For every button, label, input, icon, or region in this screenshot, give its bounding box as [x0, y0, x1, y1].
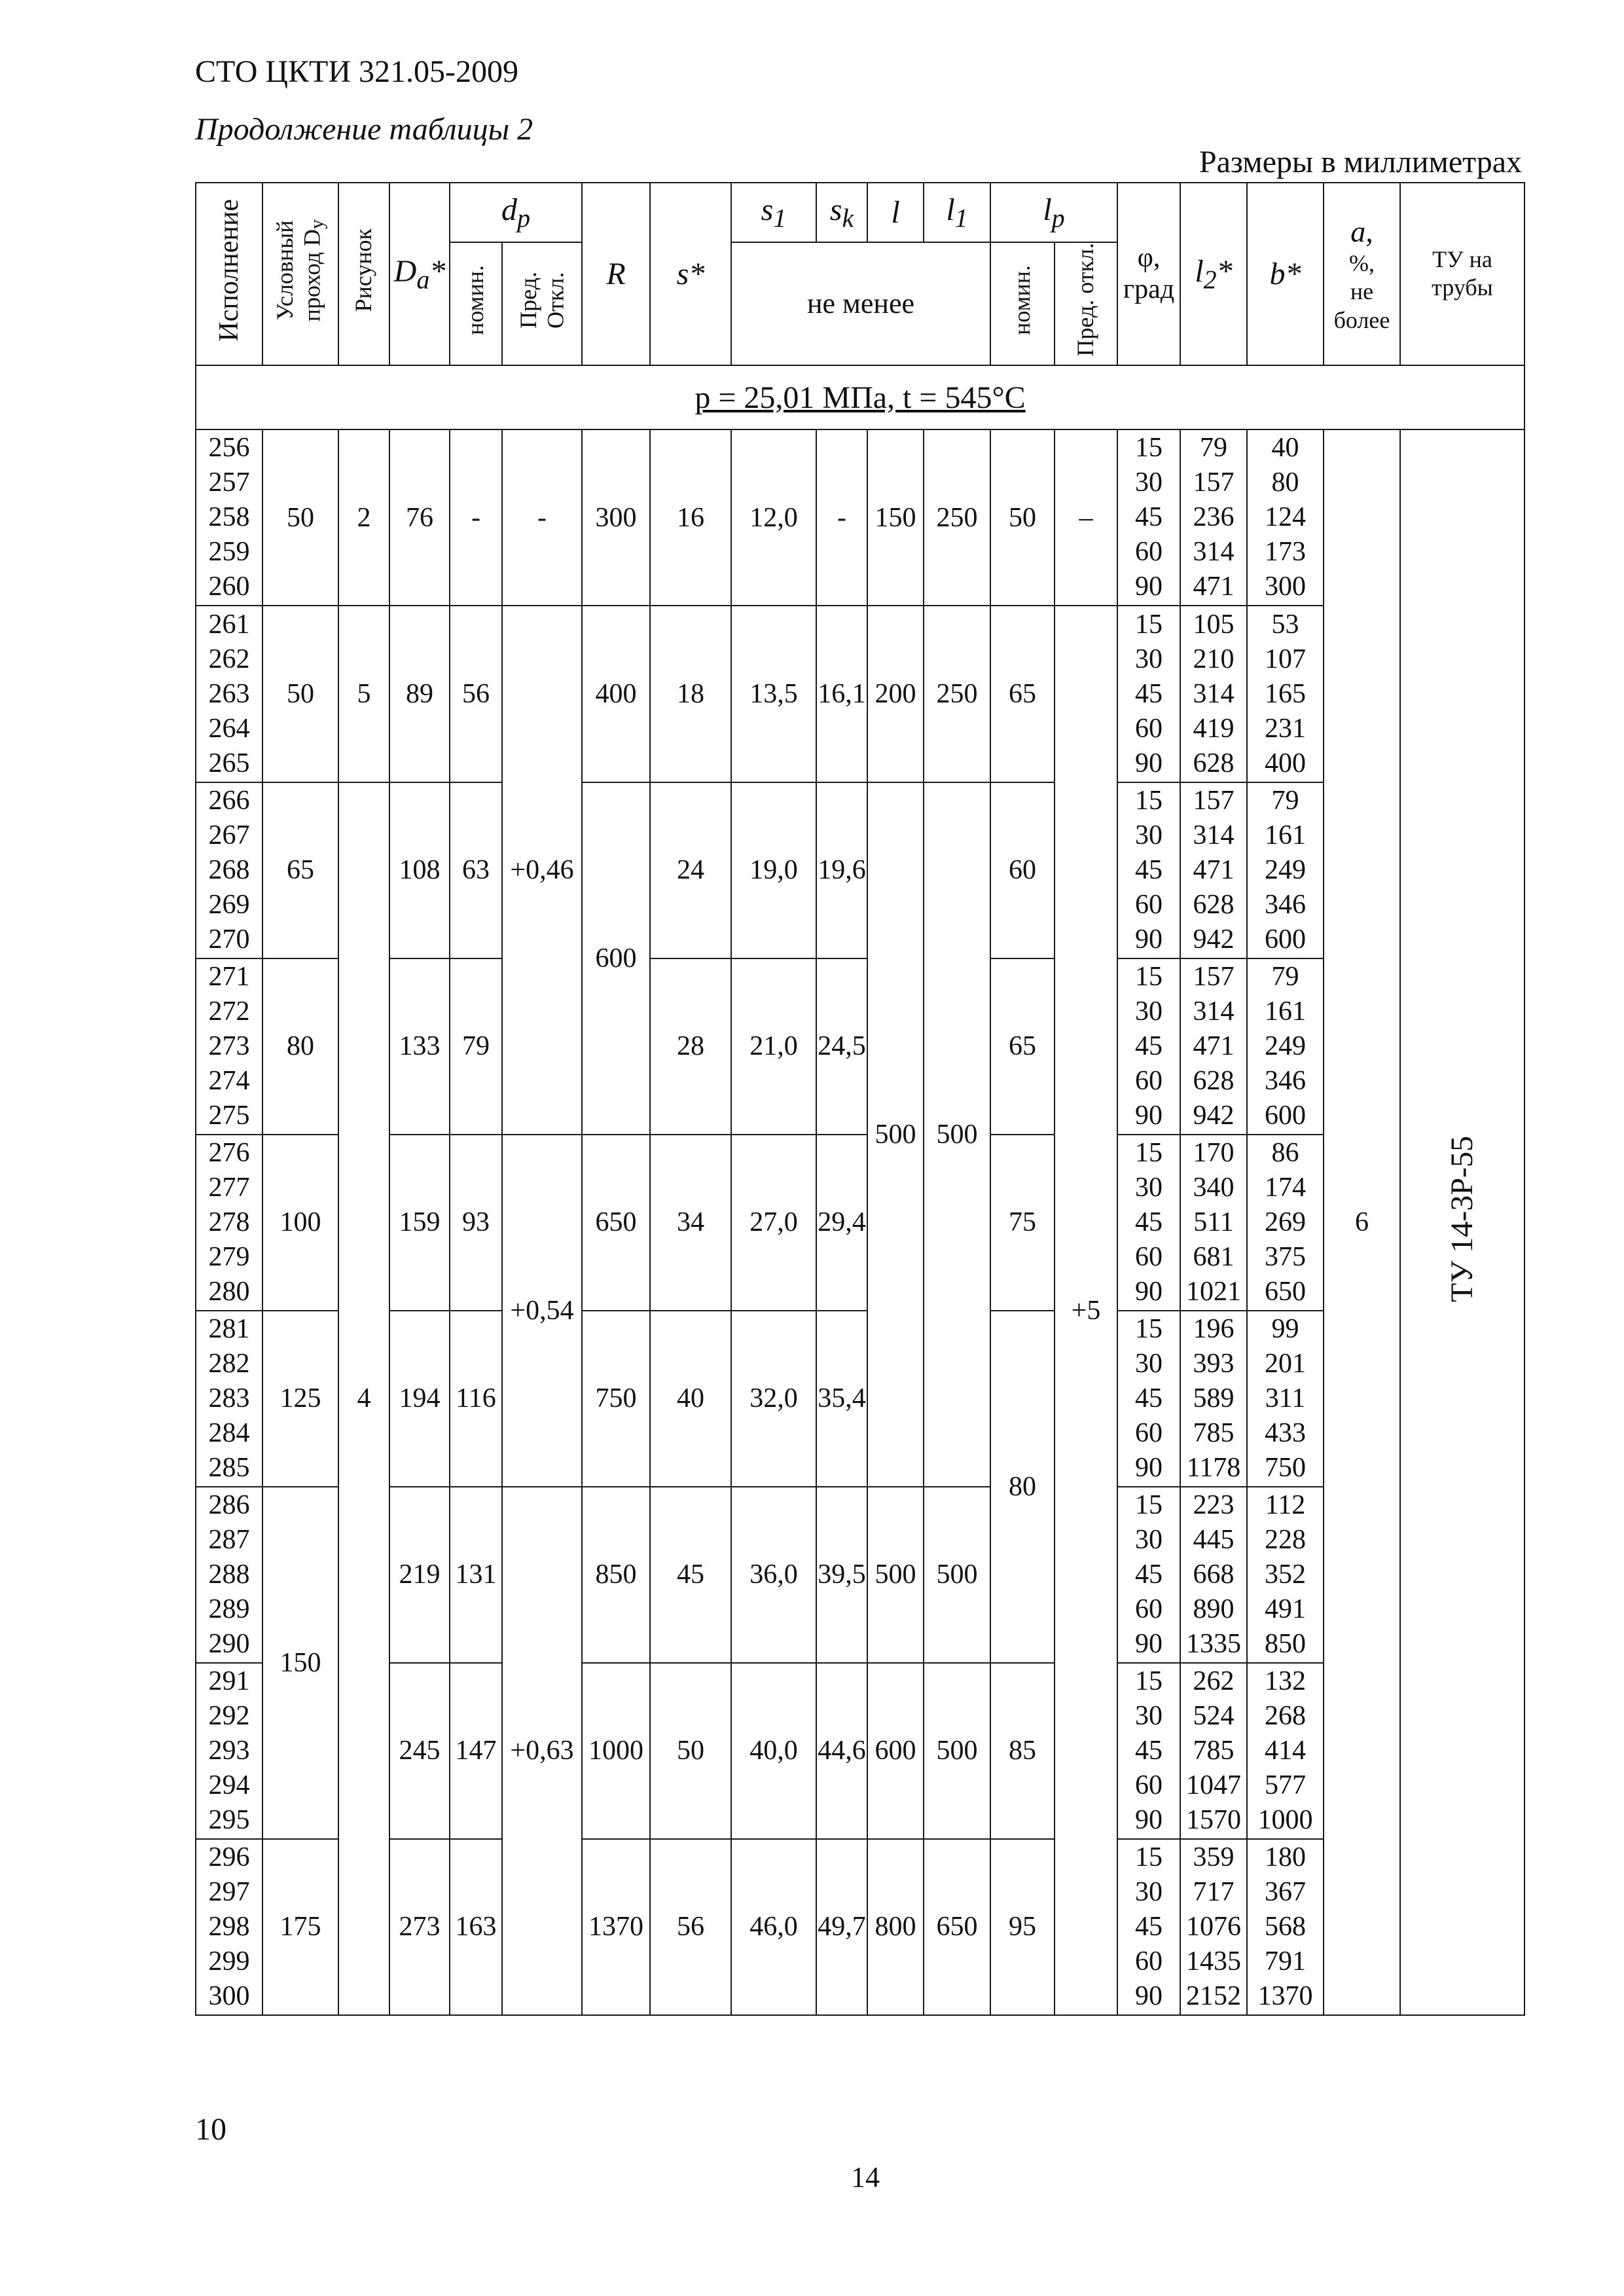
l2-cell: 157 314 471 628 942 [1180, 782, 1247, 958]
dy-cell: 100 [262, 1135, 338, 1311]
sk-cell: 19,6 [816, 782, 867, 958]
lp-nomin-cell: 95 [990, 1839, 1055, 2015]
r-merged-cell: 600 [582, 782, 650, 1135]
phi-cell: 15 30 45 60 90 [1117, 1839, 1180, 2015]
s1-cell: 40,0 [731, 1663, 816, 1839]
r-cell: 1370 [582, 1839, 650, 2015]
sk-cell: 39,5 [816, 1487, 867, 1663]
a-merged-cell: 6 [1324, 429, 1400, 2015]
l1-cell: 250 [924, 429, 990, 606]
da-cell: 89 [389, 606, 450, 782]
da-cell: 219 [389, 1487, 450, 1663]
da-cell: 194 [389, 1311, 450, 1487]
l2-cell: 170 340 511 681 1021 [1180, 1135, 1247, 1311]
da-cell: 245 [389, 1663, 450, 1839]
b-cell: 53 107 165 231 400 [1247, 606, 1324, 782]
b-cell: 86 174 269 375 650 [1247, 1135, 1324, 1311]
sk-cell: 35,4 [816, 1311, 867, 1487]
r-cell: 750 [582, 1311, 650, 1487]
s-cell: 45 [650, 1487, 731, 1663]
b-cell: 99 201 311 433 750 [1247, 1311, 1324, 1487]
lp-nomin-cell: 75 [990, 1135, 1055, 1311]
s-cell: 24 [650, 782, 731, 958]
sk-cell: 24,5 [816, 958, 867, 1135]
phi-cell: 15 30 45 60 90 [1117, 1135, 1180, 1311]
header-row-top [196, 183, 1525, 242]
dy-cell: 50 [262, 429, 338, 606]
da-cell: 133 [389, 958, 450, 1135]
risunok-cell: 5 [338, 606, 389, 782]
r-cell: 850 [582, 1487, 650, 1663]
l2-cell: 262 524 785 1047 1570 [1180, 1663, 1247, 1839]
b-cell: 112 228 352 491 850 [1247, 1487, 1324, 1663]
s1-cell: 27,0 [731, 1135, 816, 1311]
da-cell: 159 [389, 1135, 450, 1311]
phi-cell: 15 30 45 60 90 [1117, 606, 1180, 782]
dp-nomin-cell: 163 [450, 1839, 502, 2015]
l2-cell: 223 445 668 890 1335 [1180, 1487, 1247, 1663]
lp-pred-merged-cell: +5 [1055, 606, 1117, 2015]
l2-cell: 105 210 314 419 628 [1180, 606, 1247, 782]
table-row [196, 429, 1525, 606]
lp-nomin-cell: 85 [990, 1663, 1055, 1839]
lp-nomin-cell: 60 [990, 782, 1055, 958]
s1-cell: 32,0 [731, 1311, 816, 1487]
l2-cell: 79 157 236 314 471 [1180, 429, 1247, 606]
header-lp-nomin: номин. [990, 242, 1055, 365]
s-cell: 34 [650, 1135, 731, 1311]
da-cell: 273 [389, 1839, 450, 2015]
risunok-cell: 2 [338, 429, 389, 606]
header-tu: ТУ на трубы [1400, 183, 1525, 365]
b-cell: 132 268 414 577 1000 [1247, 1663, 1324, 1839]
ids-cell: 291 292 293 294 295 [196, 1663, 262, 1839]
header-b: b* [1247, 183, 1324, 365]
header-lp-pred: Пред. откл. [1055, 242, 1117, 365]
header-l: l [867, 183, 924, 242]
lp-nomin-cell: 50 [990, 429, 1055, 606]
header-s: s* [650, 183, 731, 365]
ids-cell: 271 272 273 274 275 [196, 958, 262, 1135]
b-cell: 40 80 124 173 300 [1247, 429, 1324, 606]
b-cell: 180 367 568 791 1370 [1247, 1839, 1324, 2015]
document-code: СТО ЦКТИ 321.05-2009 [195, 54, 519, 89]
dy-cell: 175 [262, 1839, 338, 2015]
ids-cell: 296 297 298 299 300 [196, 1839, 262, 2015]
dy-cell: 65 [262, 782, 338, 958]
units-note: Размеры в миллиметрах [1199, 145, 1522, 179]
dp-nomin-cell: 93 [450, 1135, 502, 1311]
tu-merged-cell: ТУ 14-3Р-55 [1400, 429, 1525, 2015]
header-nominal-diameter: Условный проход $D_y$ [262, 183, 338, 365]
s-cell: 40 [650, 1311, 731, 1487]
header-s1: $s_1$ [731, 183, 816, 242]
header-l1: $l_1$ [924, 183, 990, 242]
l-cell: 500 [867, 1487, 924, 1663]
dimensions-table [195, 182, 1525, 2016]
s-cell: 50 [650, 1663, 731, 1839]
header-l2: $l_2*$ [1180, 183, 1247, 365]
l1-merged-cell: 500 [924, 782, 990, 1487]
condition-row [196, 365, 1525, 430]
ids-cell: 286 287 288 289 290 [196, 1487, 262, 1663]
r-cell: 1000 [582, 1663, 650, 1839]
ids-cell: 281 282 283 284 285 [196, 1311, 262, 1487]
header-ispolnenie: Исполнение [196, 183, 262, 365]
phi-cell: 15 30 45 60 90 [1117, 958, 1180, 1135]
dp-nomin-cell: 147 [450, 1663, 502, 1839]
header-da: $D_a*$ [389, 183, 450, 365]
l1-cell: 500 [924, 1663, 990, 1839]
header-dp-pred: Пред. Откл. [502, 242, 582, 365]
l-cell: 800 [867, 1839, 924, 2015]
phi-cell: 15 30 45 60 90 [1117, 1487, 1180, 1663]
r-cell: 300 [582, 429, 650, 606]
l-cell: 600 [867, 1663, 924, 1839]
header-sk: $s_k$ [816, 183, 867, 242]
header-phi: φ, град [1117, 183, 1180, 365]
s-cell: 56 [650, 1839, 731, 2015]
dp-pred-merged-cell: +0,54 [502, 1135, 582, 1487]
s1-cell: 36,0 [731, 1487, 816, 1663]
header-a: a, %, не более [1324, 183, 1400, 365]
r-cell: 400 [582, 606, 650, 782]
lp-nomin-cell: 65 [990, 958, 1055, 1135]
l2-cell: 359 717 1076 1435 2152 [1180, 1839, 1247, 2015]
risunok-merged-cell: 4 [338, 782, 389, 2015]
dy-cell: 80 [262, 958, 338, 1135]
s-cell: 16 [650, 429, 731, 606]
l2-cell: 196 393 589 785 1178 [1180, 1311, 1247, 1487]
da-cell: 76 [389, 429, 450, 606]
phi-cell: 15 30 45 60 90 [1117, 429, 1180, 606]
r-cell: 650 [582, 1135, 650, 1311]
l1-cell: 500 [924, 1487, 990, 1663]
header-r: R [582, 183, 650, 365]
l1-cell: 250 [924, 606, 990, 782]
dp-nomin-cell: - [450, 429, 502, 606]
l1-cell: 650 [924, 1839, 990, 2015]
l-merged-cell: 500 [867, 782, 924, 1487]
s1-cell: 46,0 [731, 1839, 816, 2015]
header-dp: $d_p$ [450, 183, 582, 242]
table-continuation-caption: Продолжение таблицы 2 [195, 112, 533, 147]
sk-cell: 29,4 [816, 1135, 867, 1311]
l-cell: 200 [867, 606, 924, 782]
b-cell: 79 161 249 346 600 [1247, 958, 1324, 1135]
s-cell: 28 [650, 958, 731, 1135]
s1-cell: 12,0 [731, 429, 816, 606]
sk-cell: - [816, 429, 867, 606]
s1-cell: 21,0 [731, 958, 816, 1135]
header-risunok: Рисунок [338, 183, 389, 365]
sk-cell: 16,1 [816, 606, 867, 782]
ids-cell: 256 257 258 259 260 [196, 429, 262, 606]
s1-cell: 19,0 [731, 782, 816, 958]
dy-cell: 125 [262, 1311, 338, 1487]
s1-cell: 13,5 [731, 606, 816, 782]
sk-cell: 44,6 [816, 1663, 867, 1839]
dy-cell: 50 [262, 606, 338, 782]
lp-nomin-merged-cell: 80 [990, 1311, 1055, 1663]
l-cell: 150 [867, 429, 924, 606]
dp-pred-merged-cell: +0,63 [502, 1487, 582, 2015]
s-cell: 18 [650, 606, 731, 782]
da-cell: 108 [389, 782, 450, 958]
condition-label: p = 25,01 МПа, t = 545°C [196, 365, 1525, 430]
lp-nomin-cell: 65 [990, 606, 1055, 782]
page-number: 10 [195, 2112, 226, 2147]
sk-cell: 49,7 [816, 1839, 867, 2015]
dp-nomin-cell: 63 [450, 782, 502, 958]
header-ne-menee: не менее [731, 242, 990, 365]
dp-nomin-cell: 131 [450, 1487, 502, 1663]
dp-nomin-cell: 116 [450, 1311, 502, 1487]
ids-cell: 276 277 278 279 280 [196, 1135, 262, 1311]
dp-pred-cell: - [502, 429, 582, 606]
phi-cell: 15 30 45 60 90 [1117, 782, 1180, 958]
phi-cell: 15 30 45 60 90 [1117, 1311, 1180, 1487]
dy-merged-cell: 150 [262, 1487, 338, 1839]
b-cell: 79 161 249 346 600 [1247, 782, 1324, 958]
header-lp: $l_p$ [990, 183, 1117, 242]
lp-pred-cell: – [1055, 429, 1117, 606]
dp-nomin-cell: 79 [450, 958, 502, 1135]
dp-nomin-cell: 56 [450, 606, 502, 782]
phi-cell: 15 30 45 60 90 [1117, 1663, 1180, 1839]
ids-cell: 266 267 268 269 270 [196, 782, 262, 958]
ids-cell: 261 262 263 264 265 [196, 606, 262, 782]
print-page-number: 14 [851, 2161, 880, 2193]
dp-pred-merged-cell: +0,46 [502, 606, 582, 1134]
l2-cell: 157 314 471 628 942 [1180, 958, 1247, 1135]
header-dp-nomin: номин. [450, 242, 502, 365]
